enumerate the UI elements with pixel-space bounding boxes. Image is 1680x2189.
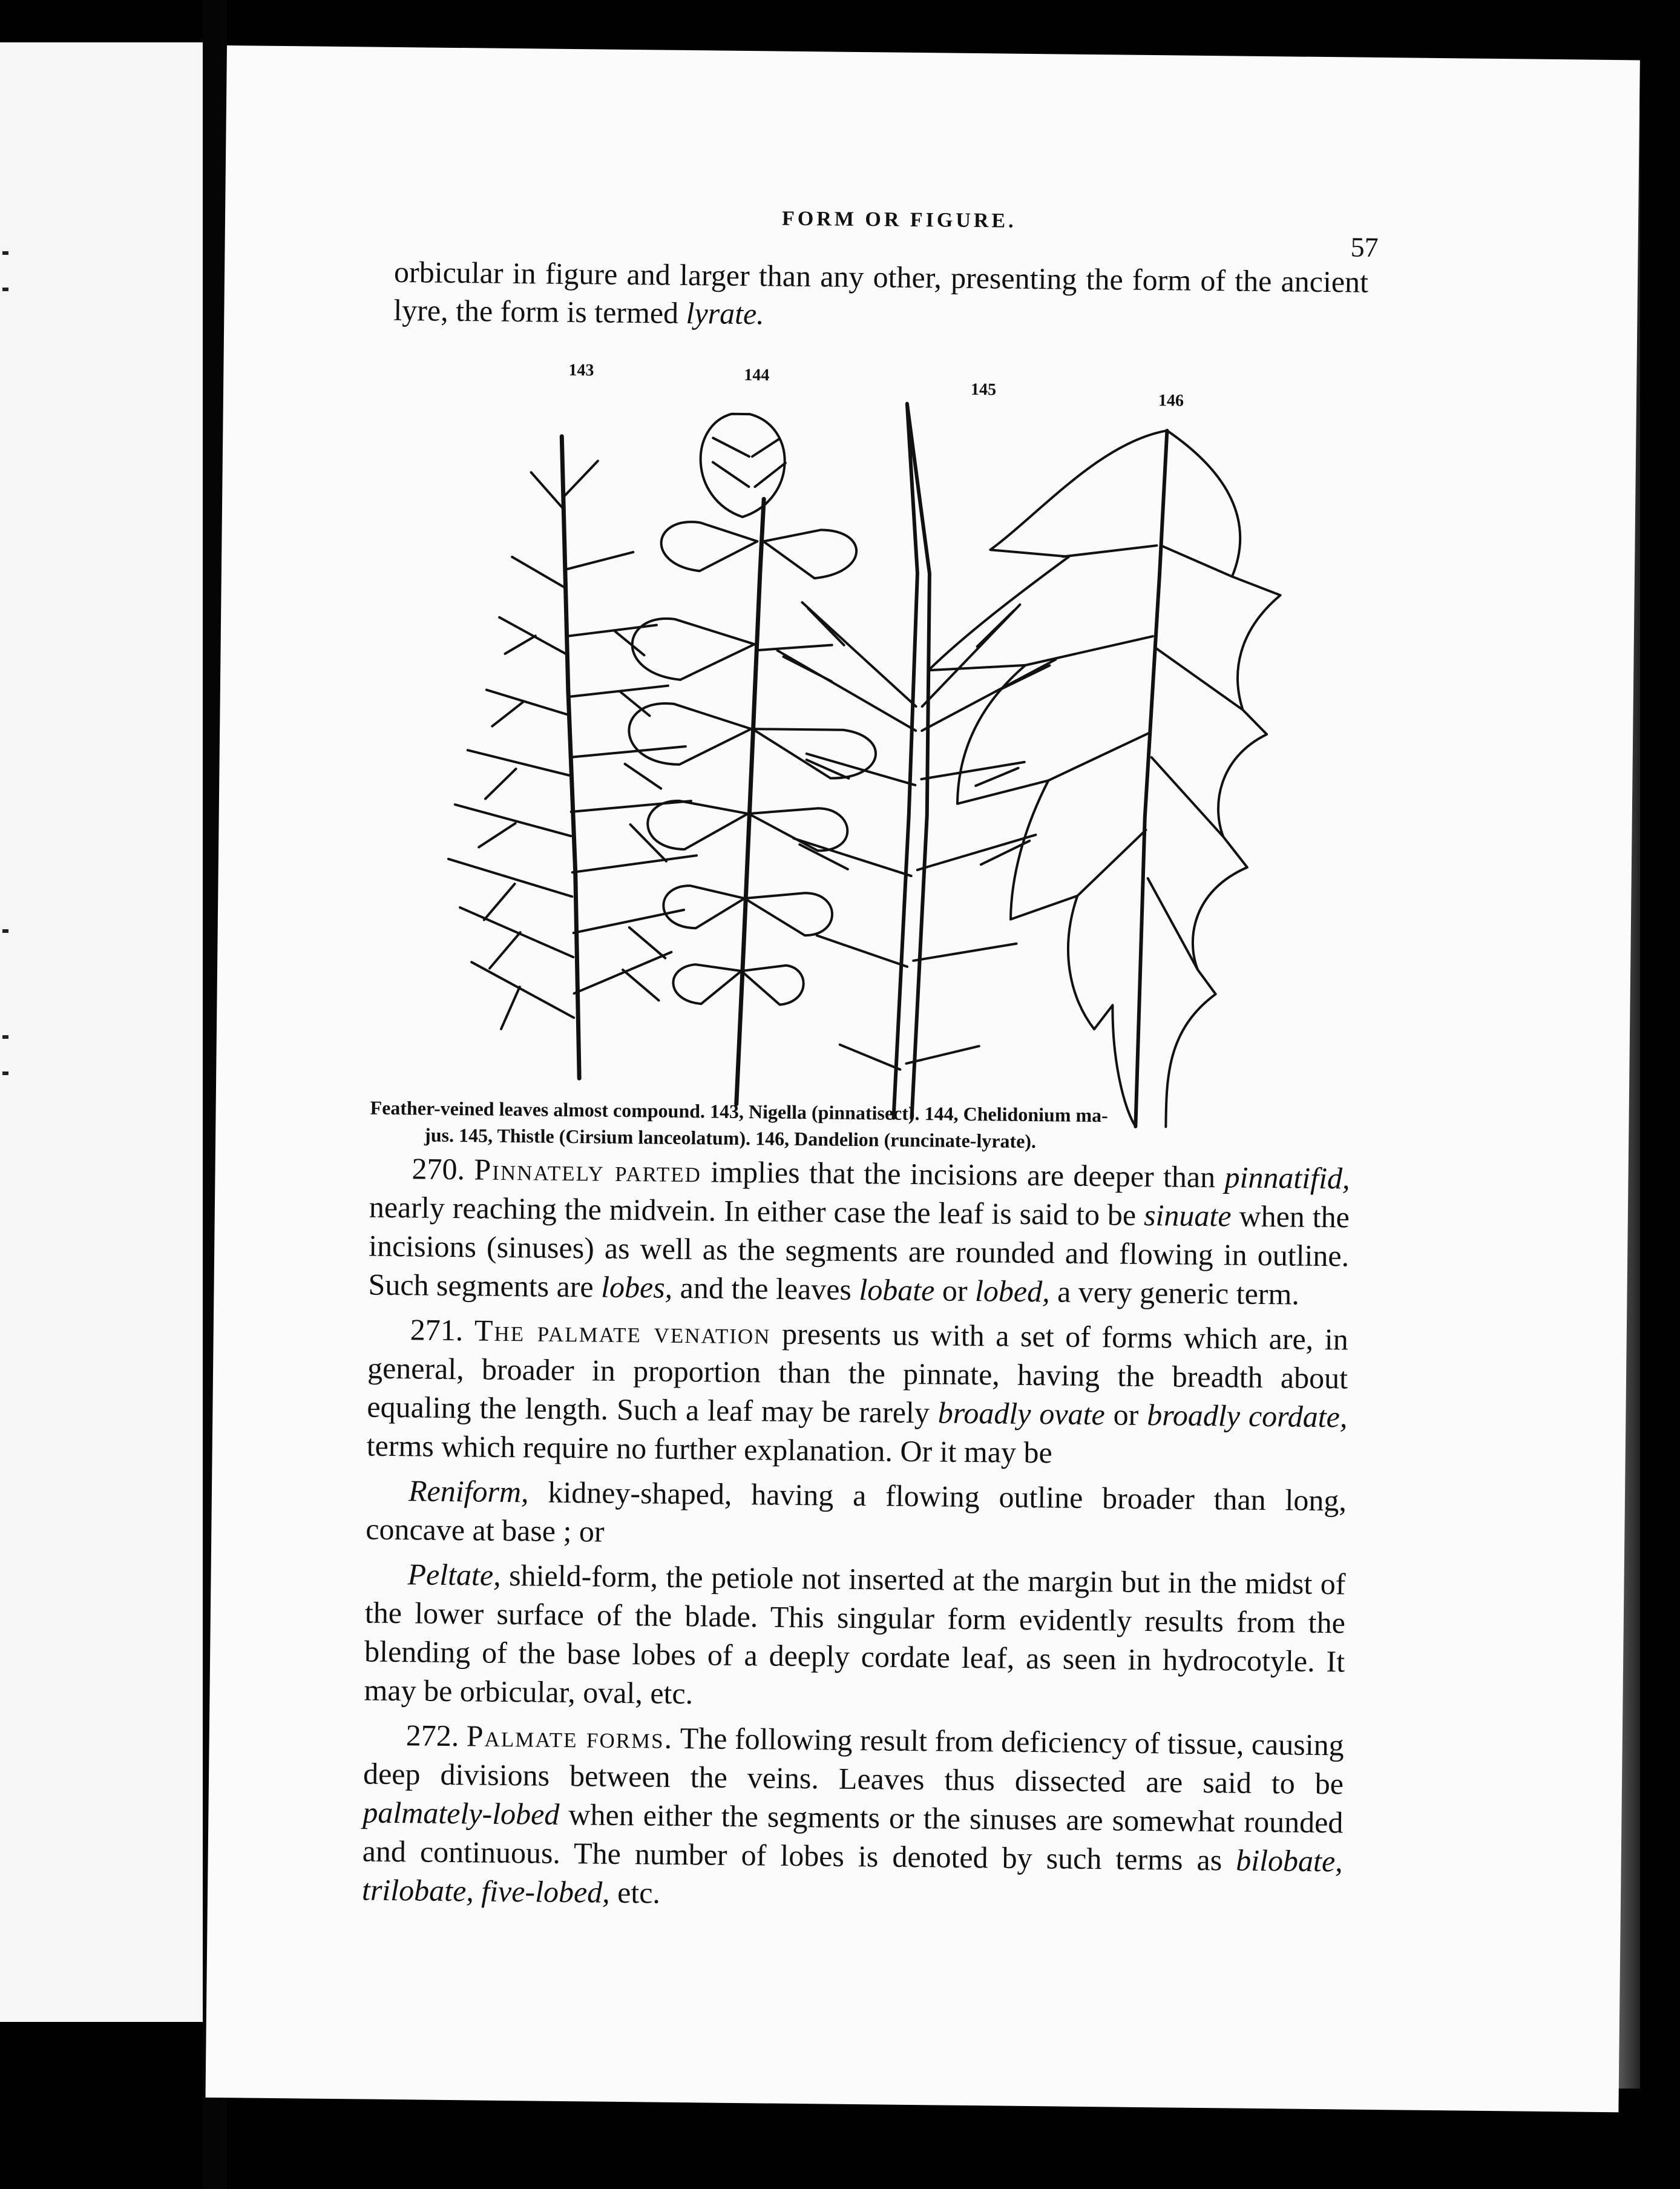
intro-paragraph (393, 253, 1368, 340)
caption-line-2: jus. 145, Thistle (Cirsium lanceolatum). 146, Dandelion (runcinate-lyrate). (424, 1124, 1037, 1153)
text: and the leaves (680, 1270, 852, 1306)
figure-number-146: 146 (1158, 391, 1184, 410)
facing-page (0, 42, 203, 2022)
intro-text: orbicular in figure and larger than any other, presenting the form of the ancient lyre, the form is termed (393, 254, 1369, 330)
paragraph-272 (362, 1716, 1344, 1920)
page-mark (2, 251, 8, 255)
term: palmately-lobed (363, 1795, 560, 1831)
page-mark (2, 1071, 8, 1075)
term: broadly ovate (937, 1395, 1106, 1432)
dandelion-leaf-drawing (924, 428, 1282, 1128)
text: shield-form, the petiole not inserted at the margin but in the midst of the lower surface of the blade. This singular form evidently results from the blending of the base lobes of a deeply cordate leaf, as seen in hydrocotyle. It may be orbicular, oval, etc. (364, 1558, 1346, 1711)
text: when the incisions (sinuses) as well as the segments are rounded and flowing in outline. Such segments are (368, 1199, 1350, 1304)
page-number: 57 (1350, 231, 1379, 263)
text: presents us with a set of forms which are, in general, broader in proportion than the pinnate, having the breadth about equaling the length. Such a leaf may be rarely (367, 1316, 1349, 1430)
term: lobes, (600, 1269, 673, 1305)
text: or (1113, 1397, 1139, 1432)
main-text (362, 1149, 1350, 1926)
text: etc. (617, 1875, 661, 1910)
term: pinnatifid, (1224, 1160, 1350, 1196)
paragraph-reniform (366, 1471, 1347, 1559)
leaf-illustration (379, 386, 1294, 1147)
text: or (942, 1273, 968, 1308)
text: a very generic term. (1057, 1274, 1300, 1311)
section-heading: The palmate venation (474, 1313, 771, 1351)
text: kidney-shaped, having a flowing outline broader than long, concave at base ; or (366, 1475, 1347, 1549)
figure-caption (370, 1094, 1327, 1158)
thistle-leaf-drawing (773, 403, 1058, 1120)
term: sinuate (1143, 1197, 1232, 1233)
section-number: 270. (412, 1151, 465, 1187)
figure-number-145: 145 (970, 380, 997, 400)
term: bilobate, trilobate, five-lobed, (361, 1843, 1343, 1909)
term: lobed, (974, 1274, 1050, 1309)
paragraph-271 (366, 1310, 1348, 1475)
section-heading: Palmate forms. (466, 1719, 674, 1755)
text: implies that the incisions are deeper than (710, 1154, 1216, 1194)
page-mark (2, 288, 8, 291)
section-number: 272. (405, 1718, 459, 1753)
paragraph-270 (368, 1149, 1350, 1314)
term: lobate (859, 1272, 935, 1308)
page-mark (2, 929, 8, 933)
nigella-leaf-drawing (446, 435, 701, 1079)
text: when either the segments or the sinuses are somewhat rounded and continuous. The number of lobes is denoted by such terms as (362, 1797, 1344, 1877)
section-number: 271. (410, 1312, 464, 1348)
section-heading: Pinnately parted (474, 1152, 702, 1189)
book-page (206, 45, 1640, 2112)
caption-line-1: Feather-veined leaves almost compound. 143, Nigella (pinnatisect). 144, Chelidonium ma- (370, 1096, 1108, 1127)
figure-number-143: 143 (568, 360, 594, 380)
text: The following result from deficiency of tissue, causing deep divisions between the veins. Leaves thus dissected are said to be (363, 1720, 1344, 1801)
running-head: FORM OR FIGURE. (781, 207, 1017, 232)
figure-number-144: 144 (744, 365, 770, 385)
page-mark (2, 1035, 8, 1039)
term: Peltate, (407, 1557, 501, 1592)
paragraph-peltate (364, 1555, 1346, 1720)
term: broadly cordate, (1147, 1398, 1348, 1434)
term: Reniform, (408, 1473, 529, 1509)
text: terms which require no further explanation. Or it may be (366, 1428, 1052, 1470)
chelidonium-leaf-drawing (625, 413, 879, 1105)
term-lyrate: lyrate. (686, 295, 765, 331)
text: nearly reaching the midvein. In either case the leaf is said to be (369, 1190, 1137, 1232)
